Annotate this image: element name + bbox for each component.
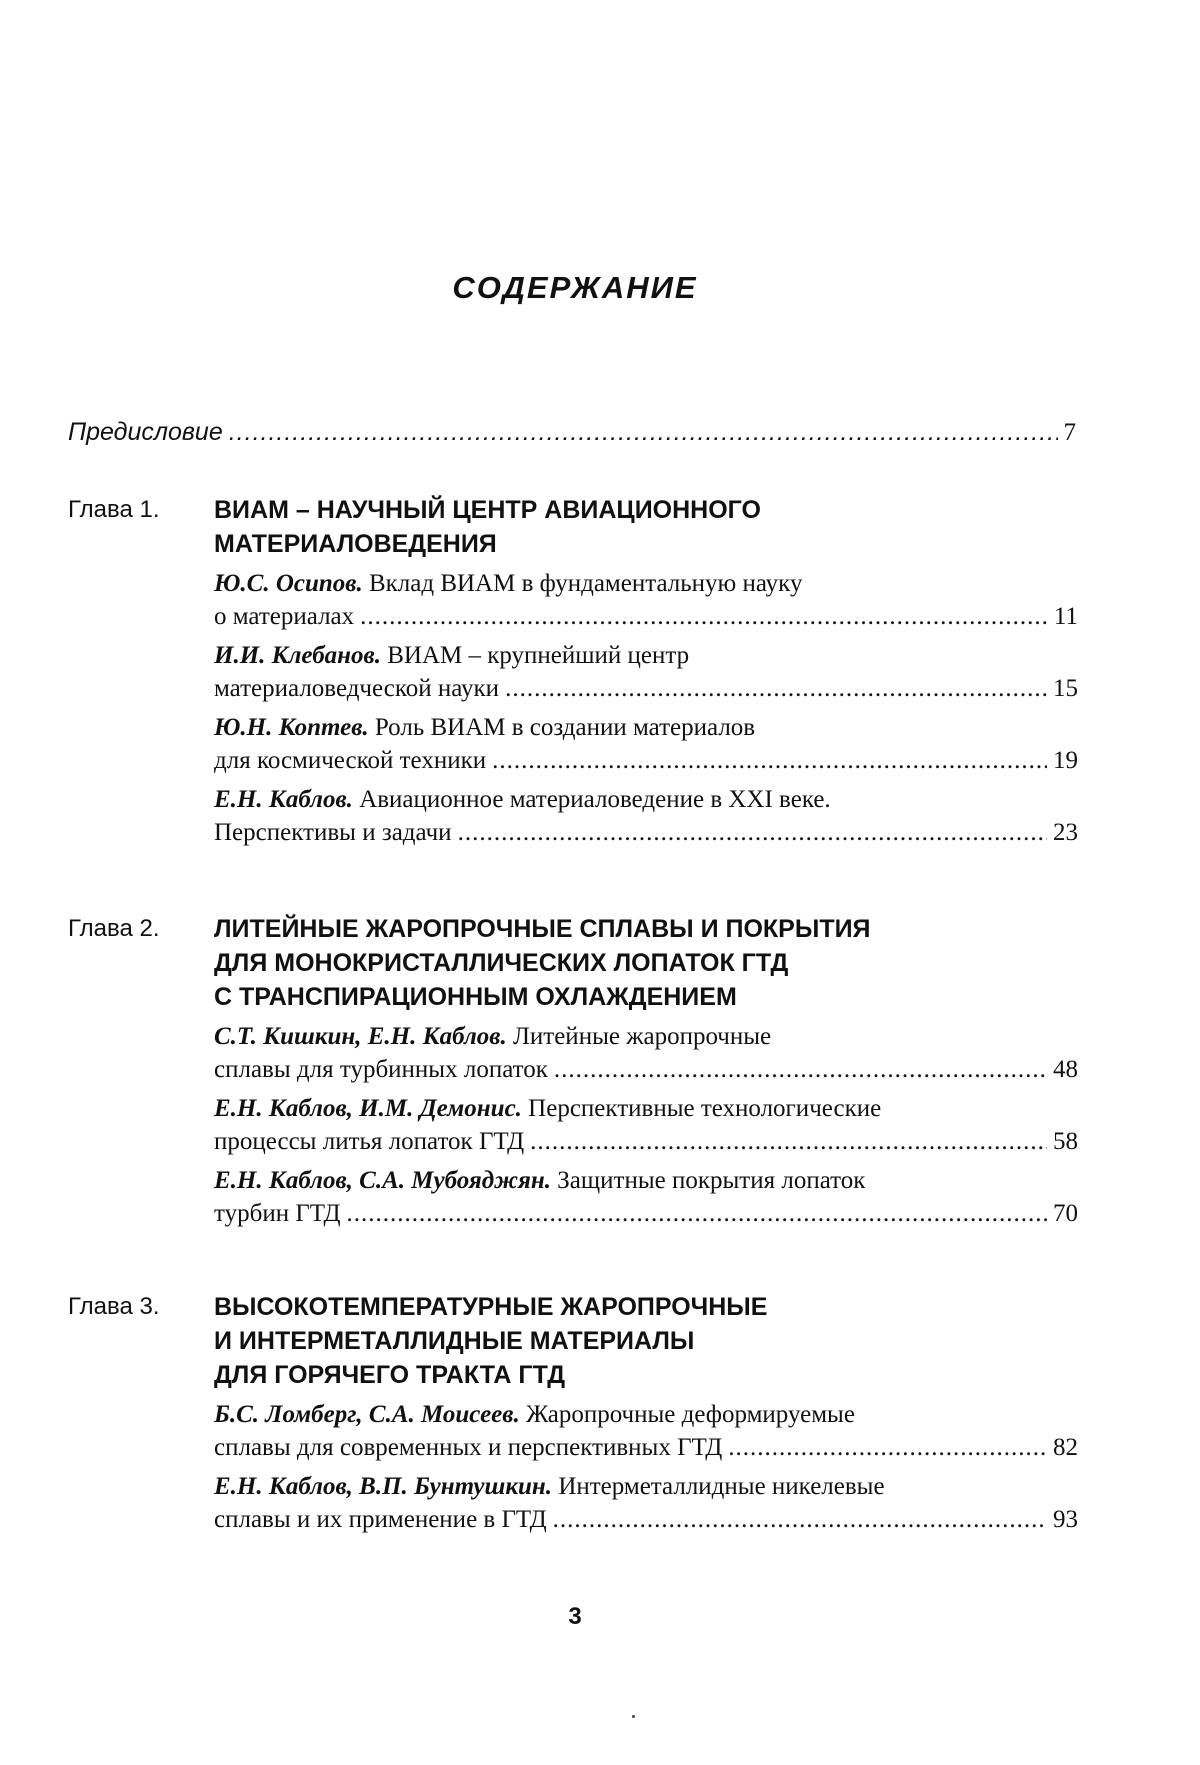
dot-leader — [458, 816, 1047, 849]
chapter-3 — [68, 1290, 1078, 1536]
toc-entry[interactable] — [214, 783, 1078, 849]
dot-leader — [360, 600, 1048, 633]
entry-continuation-line — [214, 744, 1078, 777]
entry-page-number: 58 — [1053, 1128, 1078, 1155]
toc-entry-preface[interactable] — [68, 418, 1076, 447]
chapter-title-line: С ТРАНСПИРАЦИОННЫМ ОХЛАЖДЕНИЕМ — [214, 983, 737, 1011]
entry-title-part: ВИАМ – крупнейший центр — [380, 642, 690, 669]
chapter-title-line: ДЛЯ МОНОКРИСТАЛЛИЧЕСКИХ ЛОПАТОК ГТД — [214, 949, 789, 977]
toc-entry[interactable] — [214, 1470, 1078, 1536]
entry-title-rest: сплавы для турбинных лопаток — [214, 1056, 548, 1083]
entry-continuation-line — [214, 1197, 1078, 1230]
entry-title-rest: для космической техники — [214, 747, 487, 774]
entry-title-rest: турбин ГТД — [214, 1200, 341, 1227]
dot-leader — [728, 1431, 1047, 1464]
dot-leader — [530, 1125, 1047, 1158]
toc-entry[interactable] — [214, 1092, 1078, 1158]
entry-title-rest: о материалах — [214, 603, 355, 630]
entry-heading-line — [214, 1020, 1078, 1053]
entry-continuation-line — [214, 1125, 1078, 1158]
entry-authors: Е.Н. Каблов, С.А. Мубояджян. — [214, 1167, 552, 1194]
entry-authors: Ю.Н. Коптев. — [214, 714, 369, 741]
entry-title-rest: сплавы для современных и перспективных ГТД — [214, 1434, 723, 1461]
chapter-2 — [68, 912, 1078, 1230]
chapter-label: Глава 3. — [68, 1293, 160, 1320]
toc-entry[interactable] — [214, 639, 1078, 705]
toc-entry[interactable] — [214, 1020, 1078, 1086]
entry-page-number: 19 — [1053, 747, 1078, 774]
entry-title-part: Перспективные технологические — [521, 1095, 882, 1122]
entry-title-part: Жаропрочные деформируемые — [519, 1401, 855, 1428]
entry-authors: Ю.С. Осипов. — [214, 570, 363, 597]
entry-page-number: 11 — [1053, 603, 1078, 630]
entry-continuation-line — [214, 672, 1078, 705]
page-title: СОДЕРЖАНИЕ — [452, 270, 698, 305]
entry-page-number: 48 — [1053, 1056, 1078, 1083]
entry-continuation-line — [214, 1053, 1078, 1086]
entry-title-part: Защитные покрытия лопаток — [551, 1167, 866, 1194]
dot-leader — [554, 1053, 1047, 1086]
toc-entry[interactable] — [214, 567, 1078, 633]
dot-leader — [229, 418, 1058, 447]
entry-heading-line — [214, 783, 1078, 816]
entry-continuation-line — [214, 1431, 1078, 1464]
entry-heading-line — [214, 1092, 1078, 1125]
entry-title-rest: сплавы и их применение в ГТД — [214, 1506, 547, 1533]
chapter-title-line: ВИАМ – НАУЧНЫЙ ЦЕНТР АВИАЦИОННОГО — [214, 496, 761, 524]
entry-heading-line — [214, 711, 1078, 744]
entry-authors: С.Т. Кишкин, Е.Н. Каблов. — [214, 1023, 507, 1050]
chapter-title-line: МАТЕРИАЛОВЕДЕНИЯ — [214, 530, 497, 558]
chapter-label: Глава 2. — [68, 915, 160, 942]
entry-heading-line — [214, 1470, 1078, 1503]
toc-entry[interactable] — [214, 1164, 1078, 1230]
entry-title-part: Интерметаллидные никелевые — [552, 1473, 885, 1500]
dot-leader — [505, 672, 1047, 705]
entry-page-number: 70 — [1053, 1200, 1078, 1227]
entry-title-rest: Перспективы и задачи — [214, 819, 452, 846]
entry-heading-line — [214, 567, 1078, 600]
entry-title-part: Авиационное материаловедение в XXI веке. — [352, 786, 831, 813]
entry-title-part: Роль ВИАМ в создании материалов — [368, 714, 756, 741]
chapter-title-line: И ИНТЕРМЕТАЛЛИДНЫЕ МАТЕРИАЛЫ — [214, 1327, 695, 1355]
chapter-title-line: ДЛЯ ГОРЯЧЕГО ТРАКТА ГТД — [214, 1361, 566, 1389]
entry-title-rest: процессы литья лопаток ГТД — [214, 1128, 525, 1155]
chapter-title — [214, 493, 1078, 561]
entry-page-number: 93 — [1053, 1506, 1078, 1533]
entry-page-number: 23 — [1053, 819, 1078, 846]
chapter-title — [214, 912, 1078, 1014]
chapter-label: Глава 1. — [68, 496, 160, 523]
chapter-title — [214, 1290, 1078, 1392]
scan-speck — [632, 1715, 635, 1718]
entry-title-part: Вклад ВИАМ в фундаментальную науку — [362, 570, 803, 597]
entry-authors: Б.С. Ломберг, С.А. Моисеев. — [214, 1401, 520, 1428]
page-number-footer: 3 — [568, 1603, 582, 1630]
dot-leader — [492, 744, 1047, 777]
entry-heading-line — [214, 1164, 1078, 1197]
entry-continuation-line — [214, 816, 1078, 849]
dot-leader — [553, 1503, 1047, 1536]
preface-label: Предисловие — [68, 418, 223, 446]
entry-title-rest: материаловедческой науки — [214, 675, 500, 702]
preface-page-number: 7 — [1063, 419, 1076, 446]
toc-entry[interactable] — [214, 711, 1078, 777]
toc-entry[interactable] — [214, 1398, 1078, 1464]
chapter-title-line: ВЫСОКОТЕМПЕРАТУРНЫЕ ЖАРОПРОЧНЫЕ — [214, 1293, 768, 1321]
entry-authors: Е.Н. Каблов, И.М. Демонис. — [214, 1095, 522, 1122]
chapter-title-line: ЛИТЕЙНЫЕ ЖАРОПРОЧНЫЕ СПЛАВЫ И ПОКРЫТИЯ — [214, 915, 871, 943]
entry-continuation-line — [214, 600, 1078, 633]
entry-heading-line — [214, 639, 1078, 672]
entry-page-number: 82 — [1053, 1434, 1078, 1461]
entry-heading-line — [214, 1398, 1078, 1431]
entry-continuation-line — [214, 1503, 1078, 1536]
entry-authors: И.И. Клебанов. — [214, 642, 381, 669]
chapter-1 — [68, 493, 1078, 849]
entry-title-part: Литейные жаропрочные — [506, 1023, 772, 1050]
entry-page-number: 15 — [1053, 675, 1078, 702]
dot-leader — [347, 1197, 1047, 1230]
entry-authors: Е.Н. Каблов, В.П. Бунтушкин. — [214, 1473, 553, 1500]
entry-authors: Е.Н. Каблов. — [214, 786, 353, 813]
